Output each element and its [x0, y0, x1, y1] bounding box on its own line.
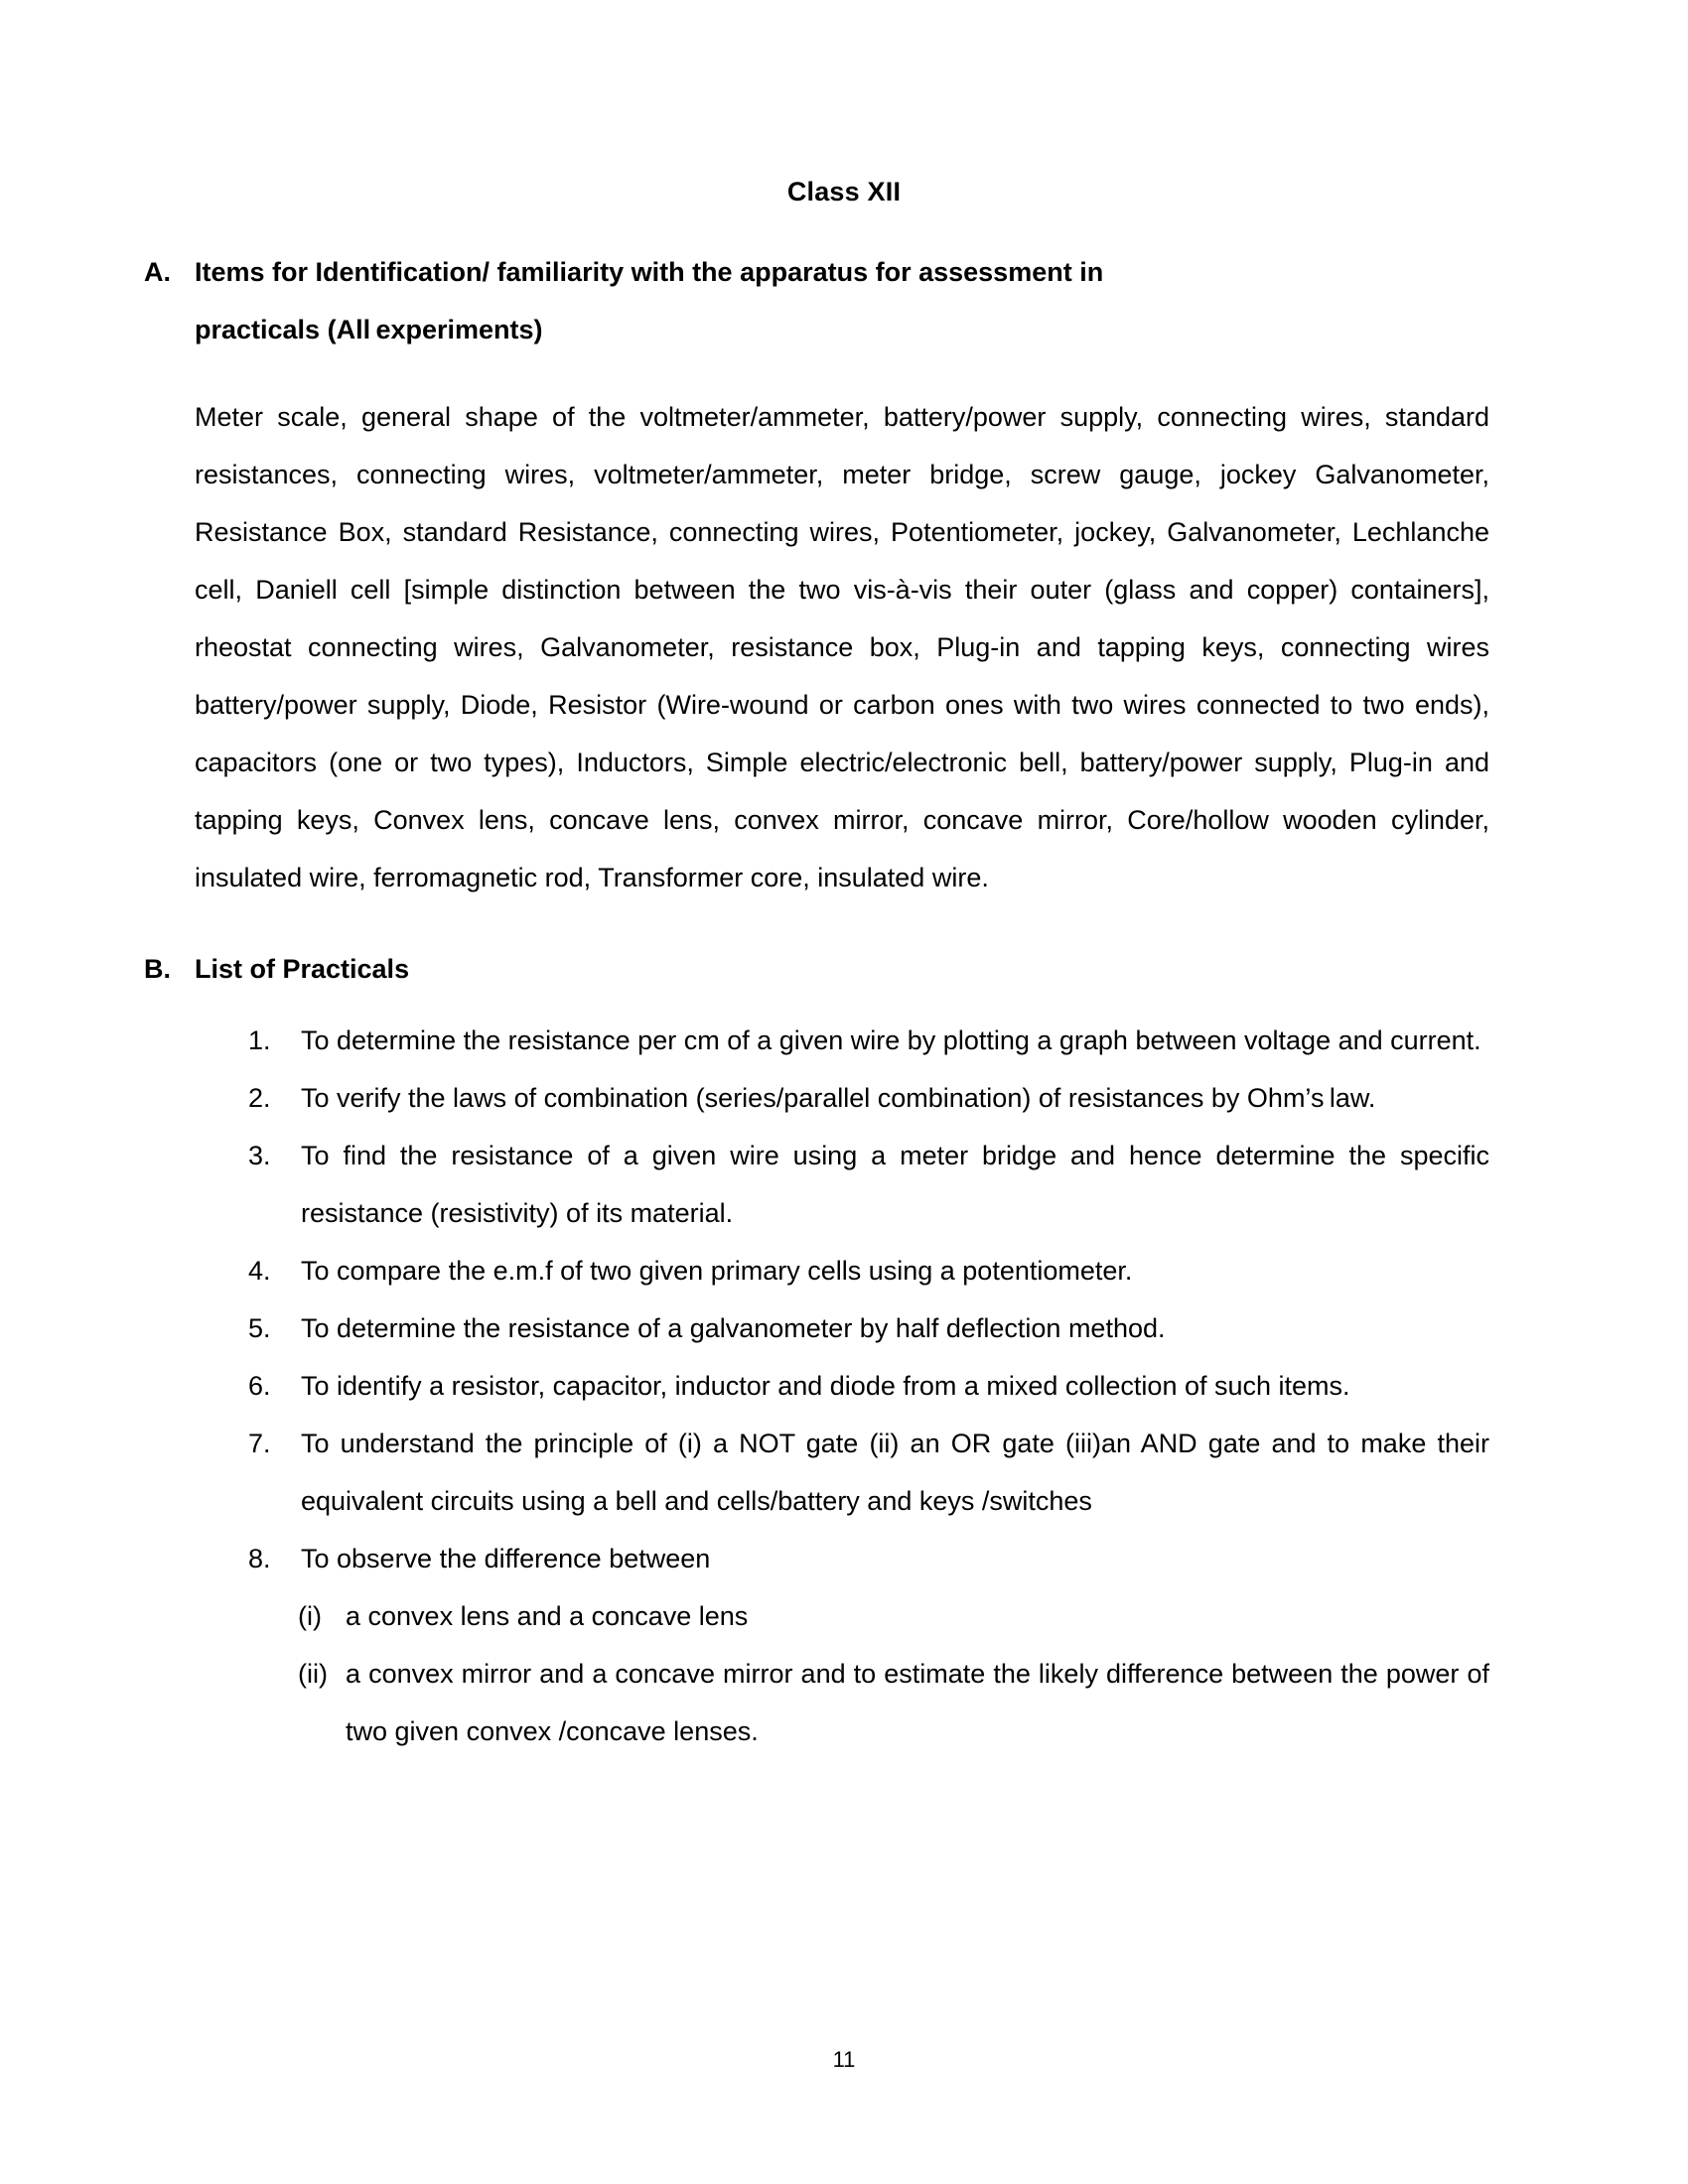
section-b-heading-text: List of Practicals — [195, 954, 410, 984]
list-item — [0, 1645, 1688, 1760]
list-item-text: To observe the difference between — [301, 1544, 711, 1573]
list-item — [0, 1242, 1688, 1299]
section-a-heading-line-1 — [0, 243, 1688, 301]
section-a-letter: A. — [144, 257, 171, 287]
list-item-text: To verify the laws of combination (series/parallel combination) of resistances by Ohm’s law. — [301, 1083, 1376, 1113]
section-a — [0, 243, 1688, 906]
list-item — [0, 1415, 1688, 1530]
practical-8-sublist — [0, 1587, 1688, 1760]
section-b — [0, 940, 1688, 1760]
list-item — [0, 1069, 1688, 1127]
section-b-heading — [0, 940, 1688, 998]
page-title: Class XII — [786, 177, 902, 206]
list-item-number: 4. — [248, 1256, 271, 1286]
list-item-number: 1. — [248, 1025, 271, 1055]
list-item — [0, 1299, 1688, 1357]
apparatus-paragraph: Meter scale, general shape of the voltmeter/ammeter, battery/power supply, connecting wires, standard resistances, connecting wires, voltmeter/ammeter, meter bridge, screw gauge, jockey Galvanometer, Resistance Box, standard Resistance, connecting wires, Potentiometer, jockey, Galvanometer, Lechlanche cell, Daniell cell [simple distinction between the two vis-à-vis their outer (glass and copper) containers], rheostat connecting wires, Galvanometer, resistance box, Plug-in and tapping keys, connecting wires battery/power supply, Diode, Resistor (Wire-wound or carbon ones with two wires connected to two ends), capacitors (one or two types), Inductors, Simple electric/electronic bell, battery/power supply, Plug-in and tapping keys, Convex lens, concave lens, convex mirror, concave mirror, Core/hollow wooden cylinder, insulated wire, ferromagnetic rod, Transformer core, insulated wire. — [195, 402, 1489, 892]
sublist-item-marker: (ii) — [298, 1659, 328, 1689]
section-a-heading-line-2 — [0, 301, 1688, 358]
list-item-number: 3. — [248, 1141, 271, 1170]
list-item — [0, 1012, 1688, 1069]
list-item-text: To find the resistance of a given wire using a meter bridge and hence determine the specific resistance (resistivity) of its material. — [301, 1141, 1489, 1228]
practicals-list — [0, 1012, 1688, 1587]
section-b-letter: B. — [144, 954, 171, 984]
sublist-item-marker: (i) — [298, 1601, 322, 1631]
list-item — [0, 1530, 1688, 1587]
list-item — [0, 1127, 1688, 1242]
list-item — [0, 1587, 1688, 1645]
list-item-number: 2. — [248, 1083, 271, 1113]
list-item-number: 7. — [248, 1429, 271, 1458]
sublist-item-text: a convex lens and a concave lens — [346, 1601, 749, 1631]
document-content — [0, 243, 1688, 1760]
list-item-number: 5. — [248, 1313, 271, 1343]
page-number: 11 — [832, 2047, 856, 2072]
section-a-heading-text-1: Items for Identification/ familiarity with the apparatus for assessment in — [195, 257, 1104, 287]
list-item-number: 6. — [248, 1371, 271, 1401]
list-item-text: To identify a resistor, capacitor, inductor and diode from a mixed collection of such items. — [301, 1371, 1350, 1401]
list-item-number: 8. — [248, 1544, 271, 1573]
section-a-heading-text-2: practicals (All experiments) — [195, 315, 543, 344]
list-item-text: To determine the resistance per cm of a given wire by plotting a graph between voltage and current. — [301, 1025, 1481, 1055]
list-item-text: To understand the principle of (i) a NOT gate (ii) an OR gate (iii)an AND gate and to make their equivalent circuits using a bell and cells/battery and keys /switches — [301, 1429, 1489, 1516]
list-item-text: To determine the resistance of a galvanometer by half deflection method. — [301, 1313, 1166, 1343]
list-item-text: To compare the e.m.f of two given primary cells using a potentiometer. — [301, 1256, 1133, 1286]
sublist-item-text: a convex mirror and a concave mirror and to estimate the likely difference between the power of two given convex /concave lenses. — [346, 1659, 1489, 1746]
list-item — [0, 1357, 1688, 1415]
